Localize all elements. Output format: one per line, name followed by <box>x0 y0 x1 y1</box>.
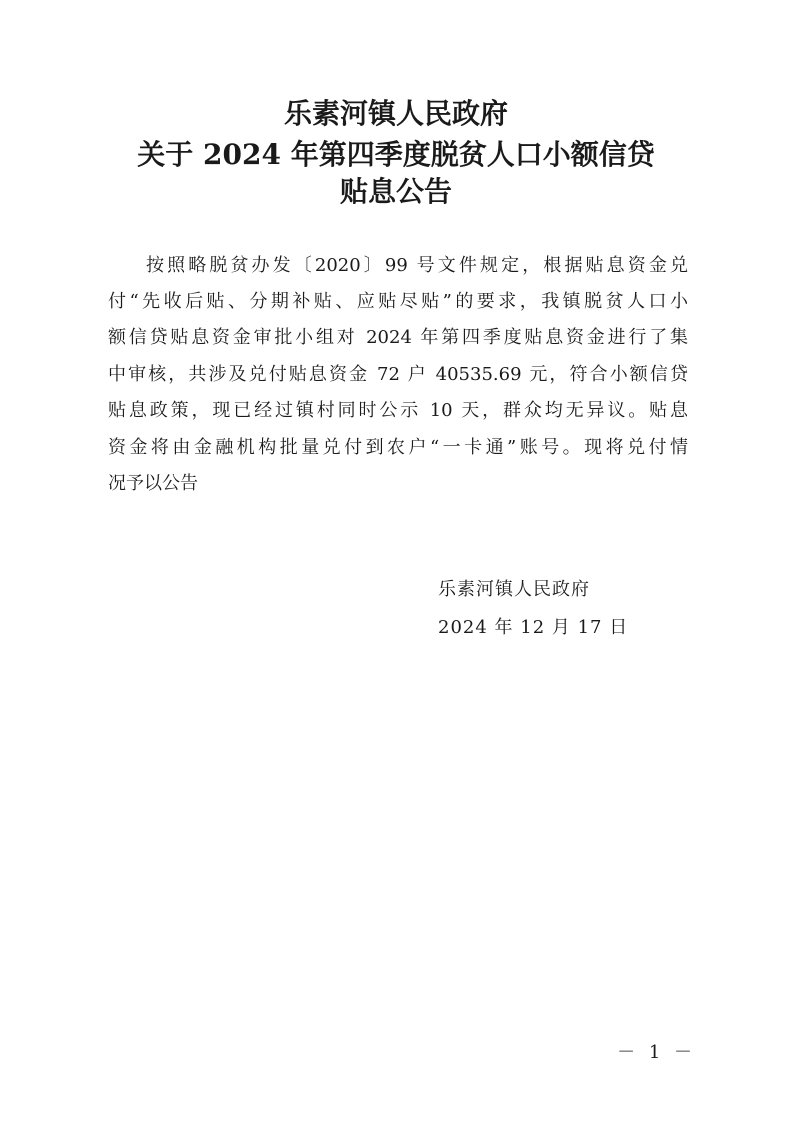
page-number: － 1 － <box>617 1042 696 1063</box>
body-line: 按照略脱贫办发〔2020〕99 号文件规定，根据贴息资金兑 <box>146 255 688 276</box>
title-line-3: 贴息公告 <box>339 175 452 208</box>
title-line-2: 关于 2024 年第四季度脱贫人口小额信贷 <box>137 138 655 171</box>
signature-date: 2024 年 12 月 17 日 <box>438 617 629 638</box>
signature-organization: 乐素河镇人民政府 <box>438 579 590 600</box>
body-line: 额信贷贴息资金审批小组对 2024 年第四季度贴息资金进行了集 <box>108 327 688 348</box>
body-line: 资金将由金融机构批量兑付到农户“一卡通”账号。现将兑付情 <box>108 437 688 458</box>
body-line: 贴息政策，现已经过镇村同时公示 10 天，群众均无异议。贴息 <box>108 400 688 421</box>
body-line: 况予以公告 <box>108 473 198 494</box>
title-line-1: 乐素河镇人民政府 <box>283 97 508 130</box>
body-line: 中审核，共涉及兑付贴息资金 72 户 40535.69 元，符合小额信贷 <box>108 364 688 385</box>
body-line: 付“先收后贴、分期补贴、应贴尽贴”的要求，我镇脱贫人口小 <box>108 291 688 312</box>
